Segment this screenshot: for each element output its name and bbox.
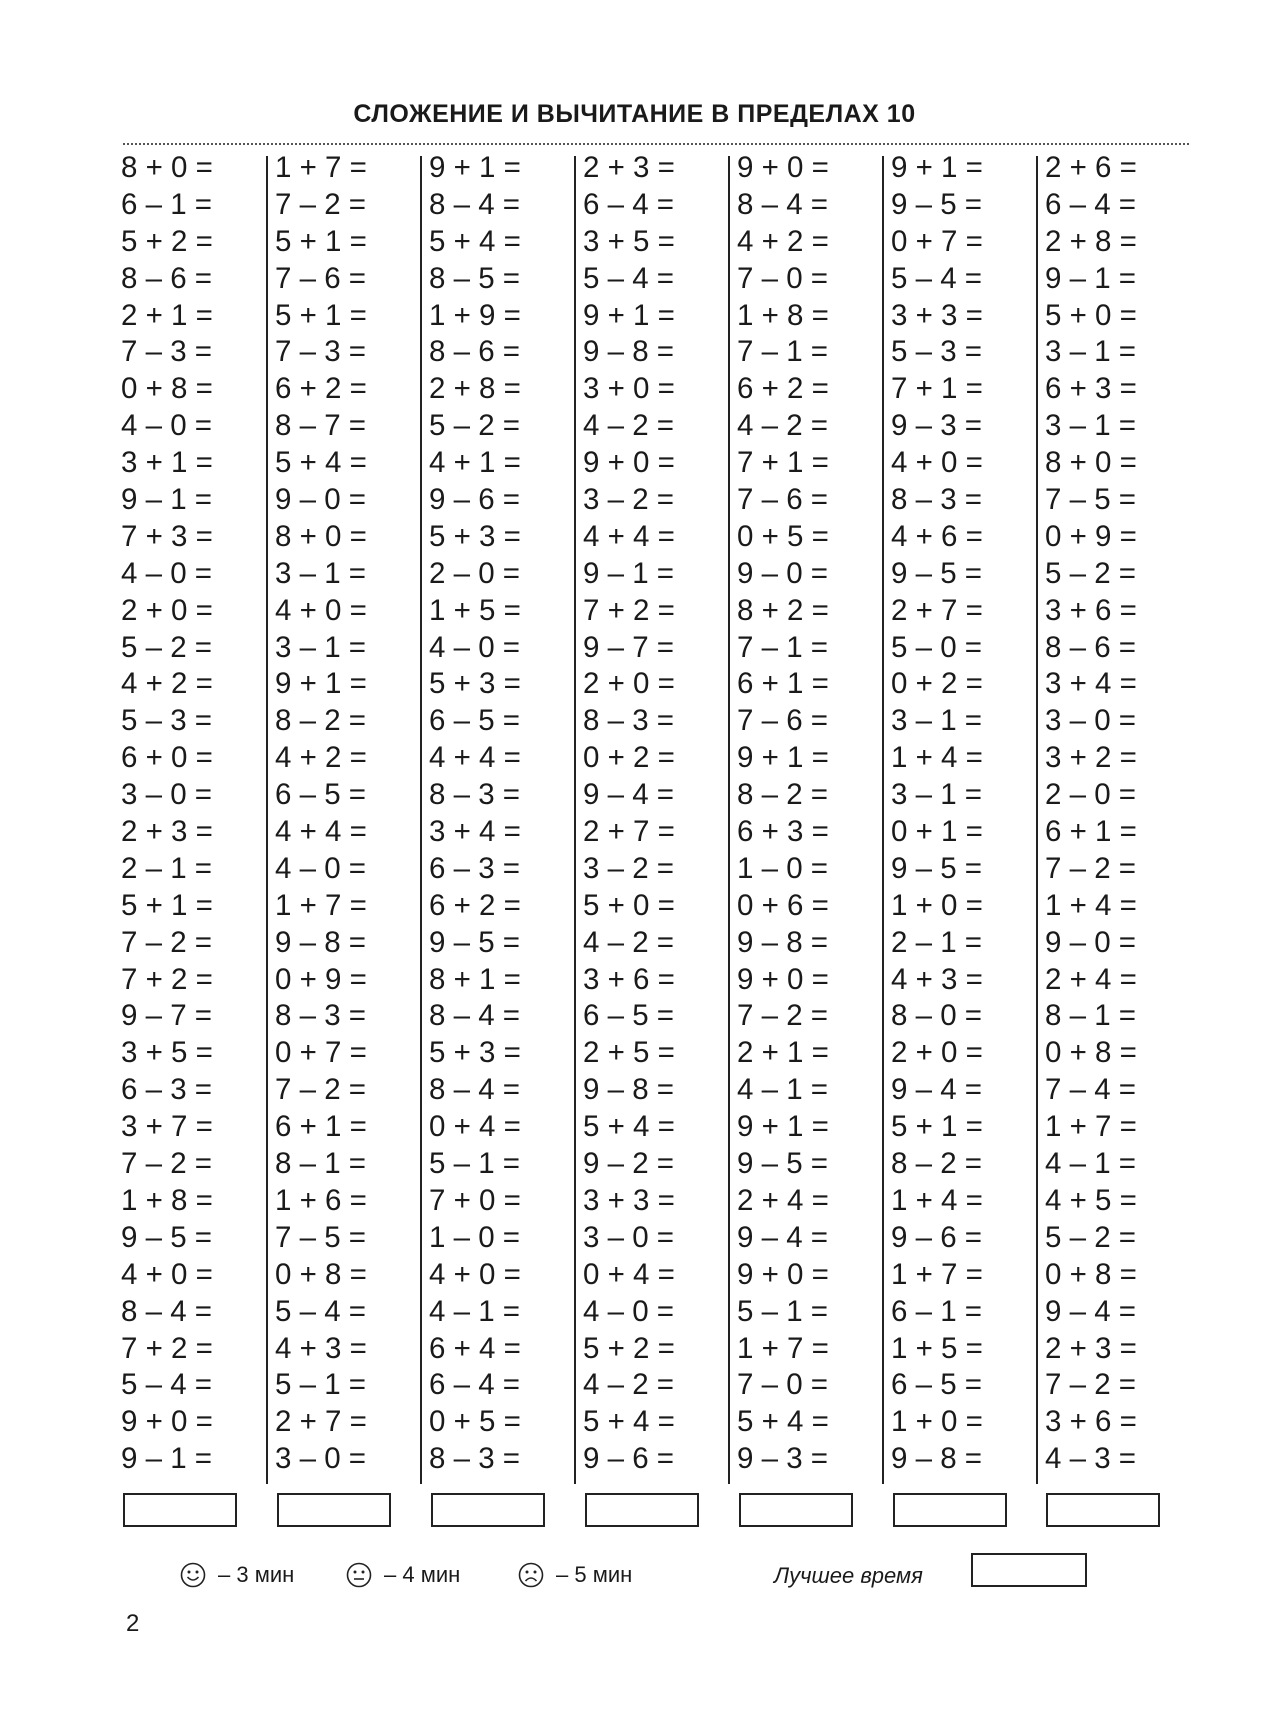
- exercise-item: 3 + 7 =: [121, 1110, 213, 1144]
- exercise-item: 6 + 1 =: [737, 667, 829, 701]
- exercise-item: 4 – 3 =: [1045, 1442, 1137, 1476]
- exercise-item: 7 – 6 =: [737, 704, 829, 738]
- exercise-item: 9 – 8 =: [275, 925, 367, 959]
- exercise-item: 1 + 4 =: [891, 741, 983, 775]
- exercise-item: 8 – 4 =: [737, 187, 829, 221]
- exercise-item: 7 – 6 =: [737, 483, 829, 517]
- exercise-item: 6 – 4 =: [1045, 187, 1137, 221]
- exercise-item: 1 + 7 =: [891, 1257, 983, 1291]
- exercise-item: 4 – 2 =: [583, 409, 675, 443]
- exercise-item: 1 + 4 =: [1045, 888, 1137, 922]
- exercise-item: 7 – 0 =: [737, 261, 829, 295]
- exercise-item: 7 – 2 =: [1045, 1368, 1137, 1402]
- exercise-item: 9 – 5 =: [737, 1147, 829, 1181]
- exercise-item: 3 – 2 =: [583, 483, 675, 517]
- exercise-item: 0 + 5 =: [429, 1405, 521, 1439]
- exercise-item: 6 – 1 =: [891, 1294, 983, 1328]
- exercise-item: 9 – 7 =: [121, 999, 213, 1033]
- exercise-item: 8 – 3 =: [583, 704, 675, 738]
- exercise-item: 3 – 1 =: [891, 704, 983, 738]
- exercise-item: 7 + 2 =: [121, 1331, 213, 1365]
- exercise-item: 7 + 0 =: [429, 1183, 521, 1217]
- exercise-item: 4 + 6 =: [891, 519, 983, 553]
- exercise-item: 9 – 1 =: [121, 483, 213, 517]
- exercise-item: 8 – 0 =: [891, 999, 983, 1033]
- time-box-column-7[interactable]: [1046, 1493, 1160, 1527]
- exercise-item: 4 + 3 =: [891, 962, 983, 996]
- exercise-item: 3 + 6 =: [583, 962, 675, 996]
- exercise-item: 6 – 3 =: [429, 851, 521, 885]
- exercise-item: 3 – 1 =: [275, 556, 367, 590]
- exercise-item: 9 – 8 =: [737, 925, 829, 959]
- exercise-item: 5 + 1 =: [891, 1110, 983, 1144]
- exercise-item: 4 + 5 =: [1045, 1183, 1137, 1217]
- exercise-item: 0 + 4 =: [583, 1257, 675, 1291]
- exercise-item: 9 – 0 =: [275, 483, 367, 517]
- exercise-item: 5 + 1 =: [275, 224, 367, 258]
- exercise-item: 9 – 5 =: [121, 1220, 213, 1254]
- exercise-item: 3 – 1 =: [891, 778, 983, 812]
- exercise-item: 3 – 0 =: [583, 1220, 675, 1254]
- exercise-item: 6 + 1 =: [1045, 815, 1137, 849]
- exercise-item: 8 – 6 =: [1045, 630, 1137, 664]
- exercise-item: 1 + 7 =: [275, 888, 367, 922]
- exercise-item: 0 + 6 =: [737, 888, 829, 922]
- exercise-item: 5 + 4 =: [275, 446, 367, 480]
- legend-text-3-min: – 3 мин: [218, 1562, 295, 1587]
- time-box-column-3[interactable]: [431, 1493, 545, 1527]
- exercise-column-2: [275, 150, 429, 1480]
- exercise-item: 4 + 1 =: [429, 446, 521, 480]
- exercise-item: 4 – 1 =: [1045, 1147, 1137, 1181]
- exercise-item: 7 – 6 =: [275, 261, 367, 295]
- exercise-item: 2 + 4 =: [737, 1183, 829, 1217]
- exercise-item: 5 – 1 =: [429, 1147, 521, 1181]
- exercise-item: 1 + 4 =: [891, 1183, 983, 1217]
- exercise-item: 1 + 5 =: [891, 1331, 983, 1365]
- exercise-item: 5 – 2 =: [1045, 556, 1137, 590]
- exercise-item: 4 – 2 =: [583, 1368, 675, 1402]
- exercise-item: 5 + 4 =: [583, 1110, 675, 1144]
- exercise-item: 5 – 4 =: [891, 261, 983, 295]
- exercise-item: 9 + 1 =: [891, 151, 983, 184]
- legend-3-min: [180, 1555, 294, 1595]
- dotted-divider: [123, 143, 1189, 145]
- exercise-item: 4 – 0 =: [429, 630, 521, 664]
- exercise-item: 9 – 4 =: [1045, 1294, 1137, 1328]
- exercise-item: 2 + 3 =: [121, 815, 213, 849]
- exercise-item: 4 + 2 =: [275, 741, 367, 775]
- exercise-item: 3 – 2 =: [583, 851, 675, 885]
- exercise-item: 5 – 3 =: [121, 704, 213, 738]
- exercise-item: 3 – 0 =: [275, 1442, 367, 1476]
- exercise-item: 9 – 8 =: [891, 1442, 983, 1476]
- exercise-item: 9 + 0 =: [121, 1405, 213, 1439]
- exercise-item: 9 + 1 =: [583, 298, 675, 332]
- exercise-column-1: [121, 150, 275, 1480]
- neutral-face-icon: [346, 1562, 372, 1588]
- exercise-column-7: [1045, 150, 1199, 1480]
- exercise-item: 6 – 5 =: [429, 704, 521, 738]
- exercise-item: 4 – 2 =: [737, 409, 829, 443]
- best-time-input-box[interactable]: [971, 1553, 1087, 1587]
- exercise-item: 7 + 2 =: [121, 962, 213, 996]
- exercise-item: 3 – 1 =: [1045, 409, 1137, 443]
- exercise-item: 5 + 4 =: [429, 224, 521, 258]
- exercise-item: 5 + 0 =: [1045, 298, 1137, 332]
- exercise-item: 2 + 4 =: [1045, 962, 1137, 996]
- exercise-item: 1 + 7 =: [737, 1331, 829, 1365]
- exercise-item: 8 – 5 =: [429, 261, 521, 295]
- legend-5-min: [518, 1555, 632, 1595]
- exercise-column-5: [737, 150, 891, 1480]
- exercise-item: 8 – 2 =: [275, 704, 367, 738]
- exercise-item: 3 – 0 =: [121, 778, 213, 812]
- exercise-item: 4 + 0 =: [891, 446, 983, 480]
- exercise-item: 3 + 4 =: [429, 815, 521, 849]
- exercise-item: 8 + 2 =: [737, 593, 829, 627]
- exercise-item: 2 + 0 =: [121, 593, 213, 627]
- exercise-item: 8 – 1 =: [1045, 999, 1137, 1033]
- exercise-item: 0 + 8 =: [275, 1257, 367, 1291]
- exercise-item: 9 – 5 =: [429, 925, 521, 959]
- exercise-item: 9 – 4 =: [737, 1220, 829, 1254]
- exercise-item: 0 + 4 =: [429, 1110, 521, 1144]
- exercise-item: 2 + 7 =: [583, 815, 675, 849]
- exercise-item: 2 + 3 =: [583, 151, 675, 184]
- exercise-item: 7 – 2 =: [275, 1073, 367, 1107]
- exercise-item: 4 + 4 =: [429, 741, 521, 775]
- exercise-item: 3 + 3 =: [583, 1183, 675, 1217]
- exercise-item: 7 – 5 =: [275, 1220, 367, 1254]
- exercise-item: 6 + 2 =: [737, 372, 829, 406]
- exercise-item: 3 + 6 =: [1045, 593, 1137, 627]
- exercise-item: 7 – 3 =: [121, 335, 213, 369]
- exercise-item: 4 + 0 =: [275, 593, 367, 627]
- exercise-item: 5 – 3 =: [891, 335, 983, 369]
- exercise-item: 8 + 0 =: [275, 519, 367, 553]
- exercise-item: 4 + 0 =: [429, 1257, 521, 1291]
- exercise-item: 5 – 2 =: [429, 409, 521, 443]
- exercise-item: 4 + 2 =: [737, 224, 829, 258]
- exercise-item: 9 – 1 =: [583, 556, 675, 590]
- exercise-item: 9 – 3 =: [737, 1442, 829, 1476]
- exercise-item: 0 + 9 =: [1045, 519, 1137, 553]
- legend-4-min: [346, 1555, 460, 1595]
- exercise-item: 4 – 2 =: [583, 925, 675, 959]
- exercise-item: 6 + 3 =: [1045, 372, 1137, 406]
- exercise-item: 5 + 4 =: [737, 1405, 829, 1439]
- exercise-item: 2 + 8 =: [429, 372, 521, 406]
- exercise-item: 9 – 2 =: [583, 1147, 675, 1181]
- exercise-item: 5 + 0 =: [583, 888, 675, 922]
- exercise-item: 5 + 2 =: [121, 224, 213, 258]
- exercise-item: 1 + 0 =: [891, 888, 983, 922]
- exercise-item: 7 – 3 =: [275, 335, 367, 369]
- exercise-item: 5 + 3 =: [429, 667, 521, 701]
- exercise-item: 5 – 4 =: [121, 1368, 213, 1402]
- exercise-item: 7 – 4 =: [1045, 1073, 1137, 1107]
- exercise-item: 0 + 5 =: [737, 519, 829, 553]
- exercise-item: 9 – 6 =: [583, 1442, 675, 1476]
- exercise-item: 9 – 8 =: [583, 1073, 675, 1107]
- exercise-item: 9 + 1 =: [737, 741, 829, 775]
- exercise-item: 8 – 3 =: [891, 483, 983, 517]
- exercise-item: 9 – 1 =: [121, 1442, 213, 1476]
- exercise-item: 5 + 2 =: [583, 1331, 675, 1365]
- exercise-item: 9 – 1 =: [1045, 261, 1137, 295]
- exercise-item: 7 – 2 =: [121, 925, 213, 959]
- time-box-column-1[interactable]: [123, 1493, 237, 1527]
- exercise-item: 5 + 3 =: [429, 1036, 521, 1070]
- exercise-item: 7 – 1 =: [737, 335, 829, 369]
- exercise-item: 2 + 7 =: [275, 1405, 367, 1439]
- exercise-item: 7 + 1 =: [891, 372, 983, 406]
- exercise-item: 8 – 4 =: [429, 187, 521, 221]
- legend-text-5-min: – 5 мин: [556, 1562, 633, 1587]
- exercise-item: 8 – 2 =: [737, 778, 829, 812]
- exercise-item: 9 + 0 =: [583, 446, 675, 480]
- exercise-item: 9 + 1 =: [429, 151, 521, 184]
- exercise-item: 9 – 4 =: [583, 778, 675, 812]
- exercise-item: 8 – 4 =: [429, 999, 521, 1033]
- exercise-column-3: [429, 150, 583, 1480]
- exercise-item: 3 + 5 =: [121, 1036, 213, 1070]
- exercise-item: 6 – 1 =: [121, 187, 213, 221]
- exercise-item: 8 + 0 =: [1045, 446, 1137, 480]
- exercise-column-4: [583, 150, 737, 1480]
- exercise-item: 9 – 4 =: [891, 1073, 983, 1107]
- exercise-item: 7 – 2 =: [737, 999, 829, 1033]
- exercise-item: 7 – 1 =: [737, 630, 829, 664]
- exercise-item: 4 – 0 =: [121, 556, 213, 590]
- exercise-item: 5 + 1 =: [275, 298, 367, 332]
- exercise-item: 8 – 6 =: [429, 335, 521, 369]
- exercise-item: 5 – 2 =: [121, 630, 213, 664]
- exercise-item: 3 + 6 =: [1045, 1405, 1137, 1439]
- exercise-item: 6 – 4 =: [583, 187, 675, 221]
- exercise-item: 9 + 1 =: [737, 1110, 829, 1144]
- exercise-item: 0 + 8 =: [1045, 1036, 1137, 1070]
- exercise-item: 8 – 3 =: [429, 778, 521, 812]
- exercise-item: 3 + 5 =: [583, 224, 675, 258]
- exercise-item: 1 – 0 =: [429, 1220, 521, 1254]
- exercise-item: 4 – 0 =: [275, 851, 367, 885]
- exercise-item: 5 – 0 =: [891, 630, 983, 664]
- exercise-item: 4 + 4 =: [583, 519, 675, 553]
- exercise-item: 0 + 8 =: [1045, 1257, 1137, 1291]
- exercise-item: 6 + 1 =: [275, 1110, 367, 1144]
- exercise-item: 3 + 2 =: [1045, 741, 1137, 775]
- exercise-item: 9 + 0 =: [737, 151, 829, 184]
- exercise-item: 0 + 8 =: [121, 372, 213, 406]
- page-number: 2: [126, 1610, 140, 1637]
- exercise-item: 8 – 6 =: [121, 261, 213, 295]
- exercise-item: 2 – 0 =: [1045, 778, 1137, 812]
- exercise-item: 6 + 2 =: [429, 888, 521, 922]
- exercise-item: 6 – 4 =: [429, 1368, 521, 1402]
- legend-text-4-min: – 4 мин: [384, 1562, 461, 1587]
- exercise-item: 5 – 1 =: [737, 1294, 829, 1328]
- time-box-column-5[interactable]: [739, 1493, 853, 1527]
- exercise-item: 0 + 9 =: [275, 962, 367, 996]
- exercise-item: 4 + 0 =: [121, 1257, 213, 1291]
- exercise-item: 8 – 3 =: [275, 999, 367, 1033]
- exercise-item: 9 – 0 =: [1045, 925, 1137, 959]
- exercise-item: 2 + 5 =: [583, 1036, 675, 1070]
- exercise-item: 2 + 3 =: [1045, 1331, 1137, 1365]
- exercise-item: 1 – 0 =: [737, 851, 829, 885]
- exercise-item: 1 + 8 =: [737, 298, 829, 332]
- exercise-item: 3 + 0 =: [583, 372, 675, 406]
- exercise-item: 6 + 3 =: [737, 815, 829, 849]
- time-box-column-2[interactable]: [277, 1493, 391, 1527]
- exercise-item: 1 + 7 =: [1045, 1110, 1137, 1144]
- exercise-item: 6 – 5 =: [583, 999, 675, 1033]
- exercise-item: 2 + 6 =: [1045, 151, 1137, 184]
- exercise-item: 2 – 1 =: [121, 851, 213, 885]
- exercise-item: 3 + 4 =: [1045, 667, 1137, 701]
- exercise-item: 2 – 1 =: [891, 925, 983, 959]
- exercise-item: 9 – 5 =: [891, 556, 983, 590]
- exercise-item: 4 + 4 =: [275, 815, 367, 849]
- exercise-item: 8 + 0 =: [121, 151, 213, 184]
- exercise-item: 1 + 9 =: [429, 298, 521, 332]
- exercise-item: 9 + 0 =: [737, 962, 829, 996]
- exercise-item: 9 – 7 =: [583, 630, 675, 664]
- time-box-column-6[interactable]: [893, 1493, 1007, 1527]
- exercise-item: 9 – 6 =: [891, 1220, 983, 1254]
- exercise-item: 2 – 0 =: [429, 556, 521, 590]
- exercise-item: 7 + 2 =: [583, 593, 675, 627]
- exercise-item: 2 + 0 =: [891, 1036, 983, 1070]
- exercise-column-6: [891, 150, 1045, 1480]
- exercise-item: 7 – 0 =: [737, 1368, 829, 1402]
- exercise-item: 5 + 1 =: [121, 888, 213, 922]
- exercise-item: 3 + 3 =: [891, 298, 983, 332]
- exercise-item: 9 – 6 =: [429, 483, 521, 517]
- exercise-item: 3 + 1 =: [121, 446, 213, 480]
- exercise-item: 9 + 1 =: [275, 667, 367, 701]
- exercise-item: 8 – 2 =: [891, 1147, 983, 1181]
- exercise-item: 0 + 7 =: [275, 1036, 367, 1070]
- exercise-item: 4 – 1 =: [737, 1073, 829, 1107]
- exercise-item: 2 + 1 =: [121, 298, 213, 332]
- exercise-item: 0 + 2 =: [583, 741, 675, 775]
- exercise-item: 5 + 3 =: [429, 519, 521, 553]
- exercise-item: 6 – 5 =: [275, 778, 367, 812]
- exercise-item: 1 + 6 =: [275, 1183, 367, 1217]
- exercise-item: 2 + 7 =: [891, 593, 983, 627]
- exercise-item: 9 – 5 =: [891, 187, 983, 221]
- exercise-item: 7 – 2 =: [275, 187, 367, 221]
- exercise-item: 4 – 0 =: [121, 409, 213, 443]
- exercise-item: 9 – 0 =: [737, 556, 829, 590]
- exercise-item: 5 – 2 =: [1045, 1220, 1137, 1254]
- exercise-item: 3 – 1 =: [275, 630, 367, 664]
- exercise-item: 8 – 1 =: [275, 1147, 367, 1181]
- exercise-item: 9 + 0 =: [737, 1257, 829, 1291]
- exercise-item: 8 – 4 =: [121, 1294, 213, 1328]
- exercise-item: 7 + 3 =: [121, 519, 213, 553]
- exercise-item: 6 + 4 =: [429, 1331, 521, 1365]
- smiling-face-icon: [180, 1562, 206, 1588]
- exercise-item: 1 + 0 =: [891, 1405, 983, 1439]
- exercise-item: 1 + 8 =: [121, 1183, 213, 1217]
- exercise-item: 8 – 3 =: [429, 1442, 521, 1476]
- exercise-item: 7 – 5 =: [1045, 483, 1137, 517]
- exercise-item: 7 – 2 =: [1045, 851, 1137, 885]
- exercise-item: 3 – 1 =: [1045, 335, 1137, 369]
- exercise-item: 2 + 0 =: [583, 667, 675, 701]
- exercise-grid: [121, 150, 1191, 1480]
- exercise-item: 2 + 8 =: [1045, 224, 1137, 258]
- exercise-item: 5 – 4 =: [583, 261, 675, 295]
- exercise-item: 0 + 1 =: [891, 815, 983, 849]
- exercise-item: 6 – 3 =: [121, 1073, 213, 1107]
- exercise-item: 1 + 7 =: [275, 151, 367, 184]
- exercise-item: 2 + 1 =: [737, 1036, 829, 1070]
- time-box-column-4[interactable]: [585, 1493, 699, 1527]
- exercise-item: 6 + 0 =: [121, 741, 213, 775]
- exercise-item: 4 + 2 =: [121, 667, 213, 701]
- exercise-item: 6 – 5 =: [891, 1368, 983, 1402]
- exercise-item: 5 – 1 =: [275, 1368, 367, 1402]
- exercise-item: 8 + 1 =: [429, 962, 521, 996]
- exercise-item: 7 – 2 =: [121, 1147, 213, 1181]
- exercise-item: 9 – 3 =: [891, 409, 983, 443]
- exercise-item: 4 – 1 =: [429, 1294, 521, 1328]
- exercise-item: 9 – 5 =: [891, 851, 983, 885]
- exercise-item: 8 – 4 =: [429, 1073, 521, 1107]
- exercise-item: 0 + 7 =: [891, 224, 983, 258]
- exercise-item: 4 – 0 =: [583, 1294, 675, 1328]
- best-time-label: Лучшее время: [774, 1563, 923, 1588]
- page-title: СЛОЖЕНИЕ И ВЫЧИТАНИЕ В ПРЕДЕЛАХ 10: [353, 100, 916, 128]
- exercise-item: 1 + 5 =: [429, 593, 521, 627]
- exercise-item: 3 – 0 =: [1045, 704, 1137, 738]
- exercise-item: 8 – 7 =: [275, 409, 367, 443]
- exercise-item: 7 + 1 =: [737, 446, 829, 480]
- sad-face-icon: [518, 1562, 544, 1588]
- exercise-item: 9 – 8 =: [583, 335, 675, 369]
- exercise-item: 5 – 4 =: [275, 1294, 367, 1328]
- exercise-item: 4 + 3 =: [275, 1331, 367, 1365]
- exercise-item: 6 + 2 =: [275, 372, 367, 406]
- exercise-item: 5 + 4 =: [583, 1405, 675, 1439]
- exercise-item: 0 + 2 =: [891, 667, 983, 701]
